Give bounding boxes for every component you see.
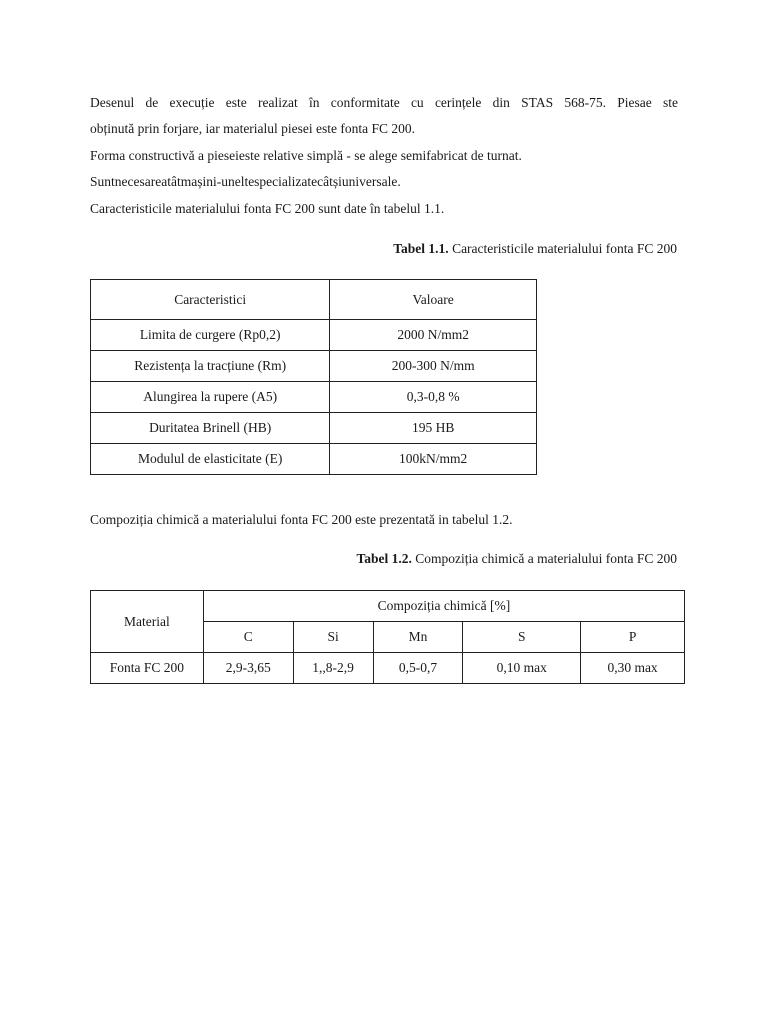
- paragraph-2: Forma constructivă a pieseieste relative simplă - se alege semifabricat de turnat.: [90, 148, 522, 163]
- table-header-cell: P: [581, 622, 685, 653]
- table-row: [91, 351, 537, 382]
- table-row: [91, 413, 537, 444]
- table-row: [91, 444, 537, 475]
- table-2-caption: [357, 549, 677, 569]
- table-header-row: [91, 591, 685, 622]
- table-cell: Alungirea la rupere (A5): [91, 382, 330, 413]
- table-1-characteristics: [90, 279, 537, 475]
- table-header-cell: Mn: [373, 622, 463, 653]
- table-cell: Rezistența la tracțiune (Rm): [91, 351, 330, 382]
- table-cell: Duritatea Brinell (HB): [91, 413, 330, 444]
- table-header-cell: Valoare: [330, 280, 537, 320]
- table-1-caption: [393, 239, 677, 259]
- table-header-cell: S: [463, 622, 581, 653]
- table-header-cell: Caracteristici: [91, 280, 330, 320]
- table-cell: 0,3-0,8 %: [330, 382, 537, 413]
- table-row: [91, 320, 537, 351]
- table-header-cell-material: Material: [91, 591, 204, 653]
- table-header-cell-group: Compoziția chimică [%]: [203, 591, 684, 622]
- table-cell: 100kN/mm2: [330, 444, 537, 475]
- table-cell: 2000 N/mm2: [330, 320, 537, 351]
- table-2-chemical-composition: [90, 590, 685, 684]
- table-cell: 0,10 max: [463, 653, 581, 684]
- table-cell: Limita de curgere (Rp0,2): [91, 320, 330, 351]
- paragraph-1-line-2: obținută prin forjare, iar materialul piesei este fonta FC 200.: [90, 121, 416, 136]
- table-cell: 200-300 N/mm: [330, 351, 537, 382]
- table-row: [91, 653, 685, 684]
- paragraph-1-line-1: Desenul de execuție este realizat în conformitate cu cerințele din STAS 568-75. Piesae ste: [90, 95, 678, 110]
- table-cell: Fonta FC 200: [91, 653, 204, 684]
- table-cell: 0,5-0,7: [373, 653, 463, 684]
- table-header-cell: C: [203, 622, 293, 653]
- table-row: [91, 382, 537, 413]
- table-cell: 0,30 max: [581, 653, 685, 684]
- table-2-caption-number: Tabel 1.2.: [356, 551, 412, 566]
- table-cell: 2,9-3,65: [203, 653, 293, 684]
- table-2-caption-text: Compoziția chimică a materialului fonta FC 200: [411, 551, 677, 566]
- table-cell: Modulul de elasticitate (E): [91, 444, 330, 475]
- paragraph-4: Caracteristicile materialului fonta FC 200 sunt date în tabelul 1.1.: [90, 201, 445, 216]
- paragraph-5: Compoziția chimică a materialului fonta FC 200 este prezentată in tabelul 1.2.: [90, 512, 513, 527]
- table-1-caption-number: Tabel 1.1.: [393, 241, 449, 256]
- table-header-cell: Si: [293, 622, 373, 653]
- paragraph-3: Suntnecesareatâtmașini-uneltespecializatecâtșiuniversale.: [90, 174, 401, 189]
- table-cell: 1,,8-2,9: [293, 653, 373, 684]
- table-1-caption-text: Caracteristicile materialului fonta FC 200: [448, 241, 677, 256]
- table-header-row: [91, 280, 537, 320]
- table-cell: 195 HB: [330, 413, 537, 444]
